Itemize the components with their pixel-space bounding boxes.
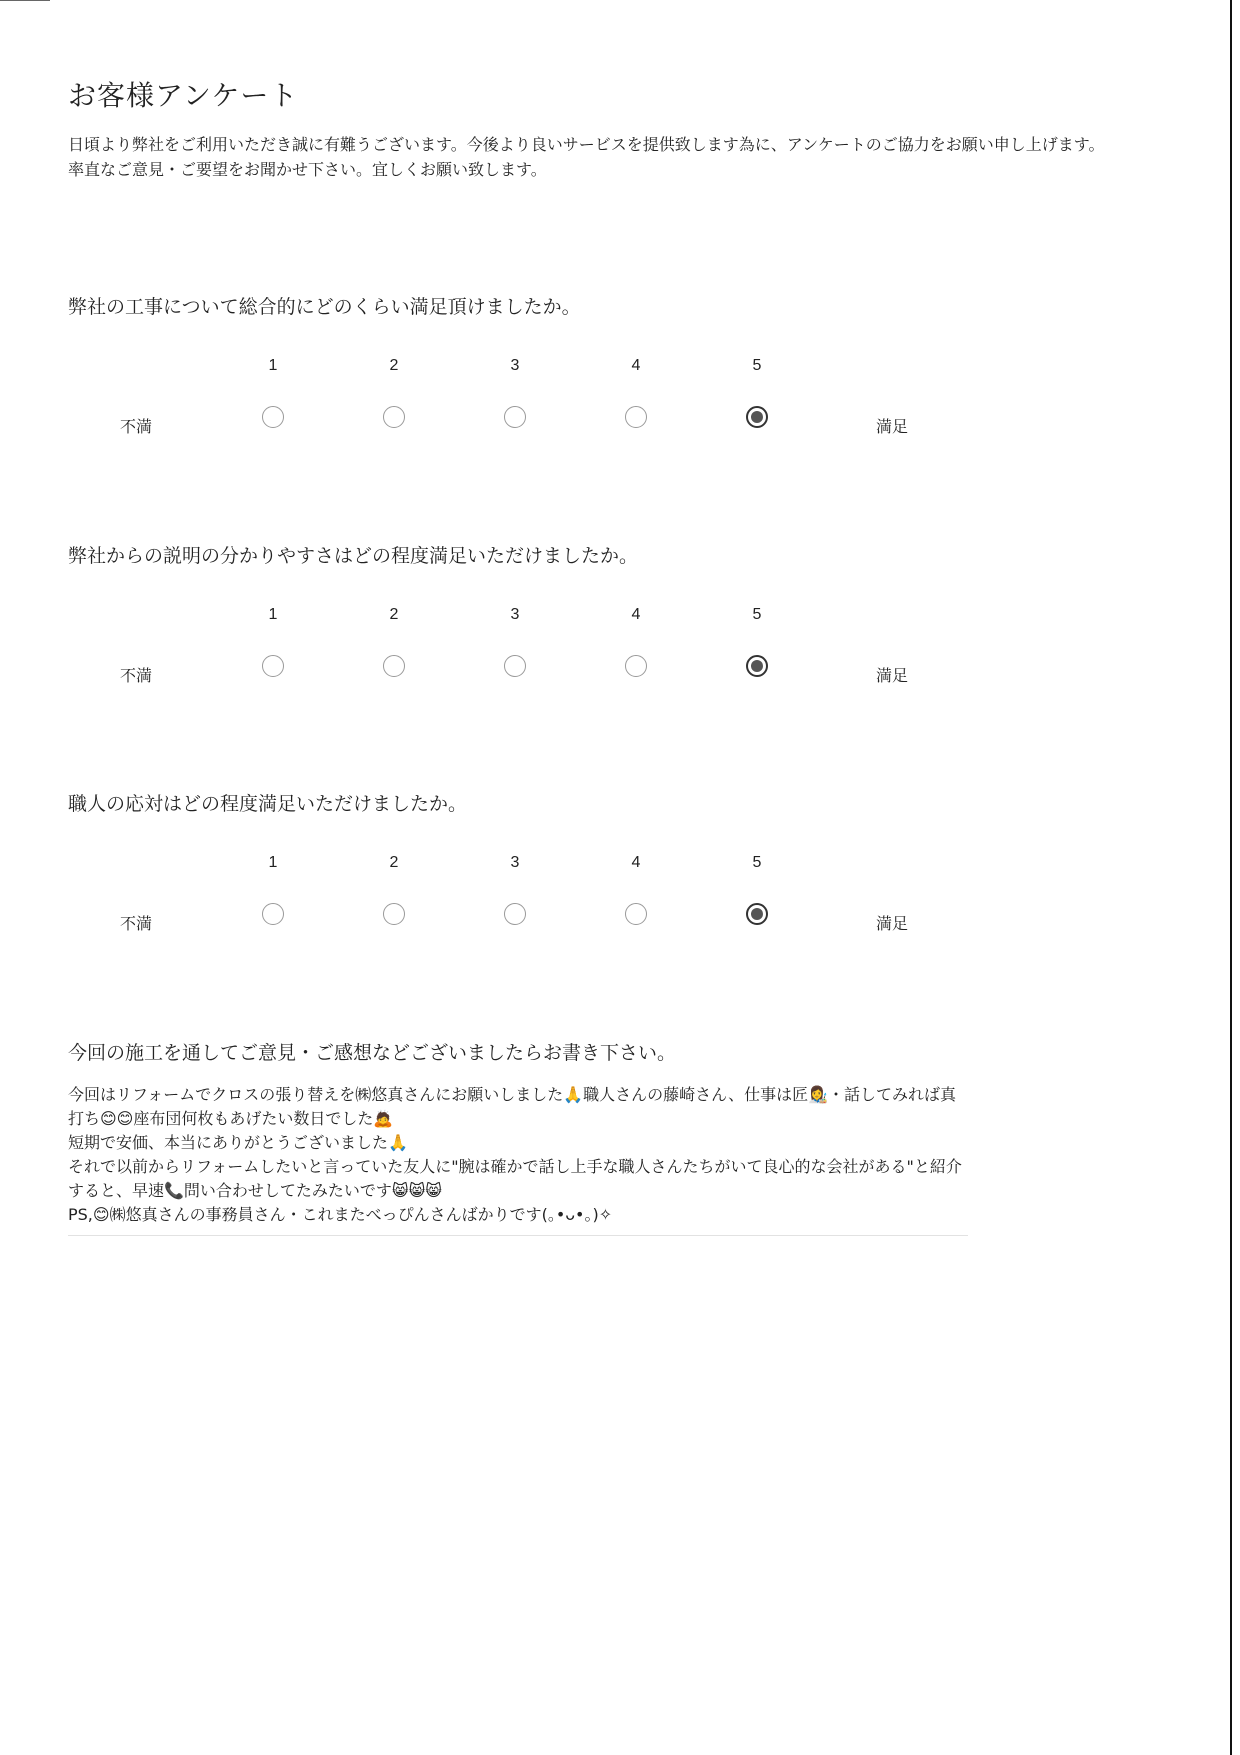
rating-radio-5[interactable] [746, 655, 768, 677]
scan-edge-right [1230, 0, 1232, 1755]
rating-radio-3[interactable] [504, 406, 526, 428]
scale-number-1: 1 [268, 854, 278, 871]
scale-high-label: 満足 [876, 914, 909, 933]
scale-number-2: 2 [389, 854, 399, 871]
question-3 [68, 789, 1168, 969]
scale-high-label: 満足 [876, 666, 909, 685]
scale-number-4: 4 [631, 854, 641, 871]
answer-line-1: 今回はリフォームでクロスの張り替えを㈱悠真さんにお願いしました🙏職人さんの藤崎さん、仕事は匠👩‍🎨・話してみれば真打ち😊😊座布団何枚もあげたい数日でした🙇 [68, 1085, 957, 1128]
scale-number-4: 4 [631, 606, 641, 623]
scale-high-label: 満足 [876, 417, 909, 436]
rating-radio-2[interactable] [383, 655, 405, 677]
rating-radio-4[interactable] [625, 655, 647, 677]
free-response-question: 今回の施工を通してご意見・ご感想などございましたらお書き下さい。 [68, 1042, 677, 1064]
scale-low-label: 不満 [120, 417, 153, 436]
rating-radio-5[interactable] [746, 406, 768, 428]
scale-number-3: 3 [510, 854, 520, 871]
rating-radio-1[interactable] [262, 406, 284, 428]
intro-line-2: 率直なご意見・ご要望をお聞かせ下さい。宜しくお願い致します。 [68, 160, 547, 179]
scan-edge-top [0, 0, 50, 1]
answer-line-4: PS,😊㈱悠真さんの事務員さん・これまたべっぴんさんばかりです(｡•ᴗ•｡)✧ [68, 1205, 613, 1224]
rating-radio-4[interactable] [625, 903, 647, 925]
scale-number-2: 2 [389, 606, 399, 623]
free-response-answer [68, 1083, 968, 1236]
rating-radio-3[interactable] [504, 903, 526, 925]
scale-low-label: 不満 [120, 914, 153, 933]
scale-number-1: 1 [268, 357, 278, 374]
rating-radio-3[interactable] [504, 655, 526, 677]
question-1-text: 弊社の工事について総合的にどのくらい満足頂けましたか。 [68, 296, 581, 318]
question-2 [68, 541, 1168, 721]
rating-radio-2[interactable] [383, 903, 405, 925]
rating-radio-1[interactable] [262, 903, 284, 925]
question-2-text: 弊社からの説明の分かりやすさはどの程度満足いただけましたか。 [68, 545, 639, 567]
answer-line-3: それで以前からリフォームしたいと言っていた友人に"腕は確かで話し上手な職人さんたちがいて良心的な会社がある"と紹介すると、早速📞問い合わせしてたみたいです😸😸😸 [68, 1157, 962, 1200]
scale-number-3: 3 [510, 357, 520, 374]
scale-number-1: 1 [268, 606, 278, 623]
scale-number-2: 2 [389, 357, 399, 374]
answer-line-2: 短期で安価、本当にありがとうございました🙏 [68, 1133, 408, 1152]
scale-number-5: 5 [752, 606, 762, 623]
question-1 [68, 292, 1168, 472]
scale-low-label: 不満 [120, 666, 153, 685]
intro-line-1: 日頃より弊社をご利用いただき誠に有難うございます。今後より良いサービスを提供致します為に、アンケートのご協力をお願い申し上げます。 [68, 135, 1105, 154]
page-title: お客様アンケート [68, 79, 299, 112]
intro-text [68, 132, 1178, 182]
scale-number-5: 5 [752, 357, 762, 374]
scale-number-5: 5 [752, 854, 762, 871]
scale-number-3: 3 [510, 606, 520, 623]
rating-radio-4[interactable] [625, 406, 647, 428]
question-3-text: 職人の応対はどの程度満足いただけましたか。 [68, 793, 468, 815]
rating-radio-5[interactable] [746, 903, 768, 925]
rating-radio-2[interactable] [383, 406, 405, 428]
scale-number-4: 4 [631, 357, 641, 374]
rating-radio-1[interactable] [262, 655, 284, 677]
